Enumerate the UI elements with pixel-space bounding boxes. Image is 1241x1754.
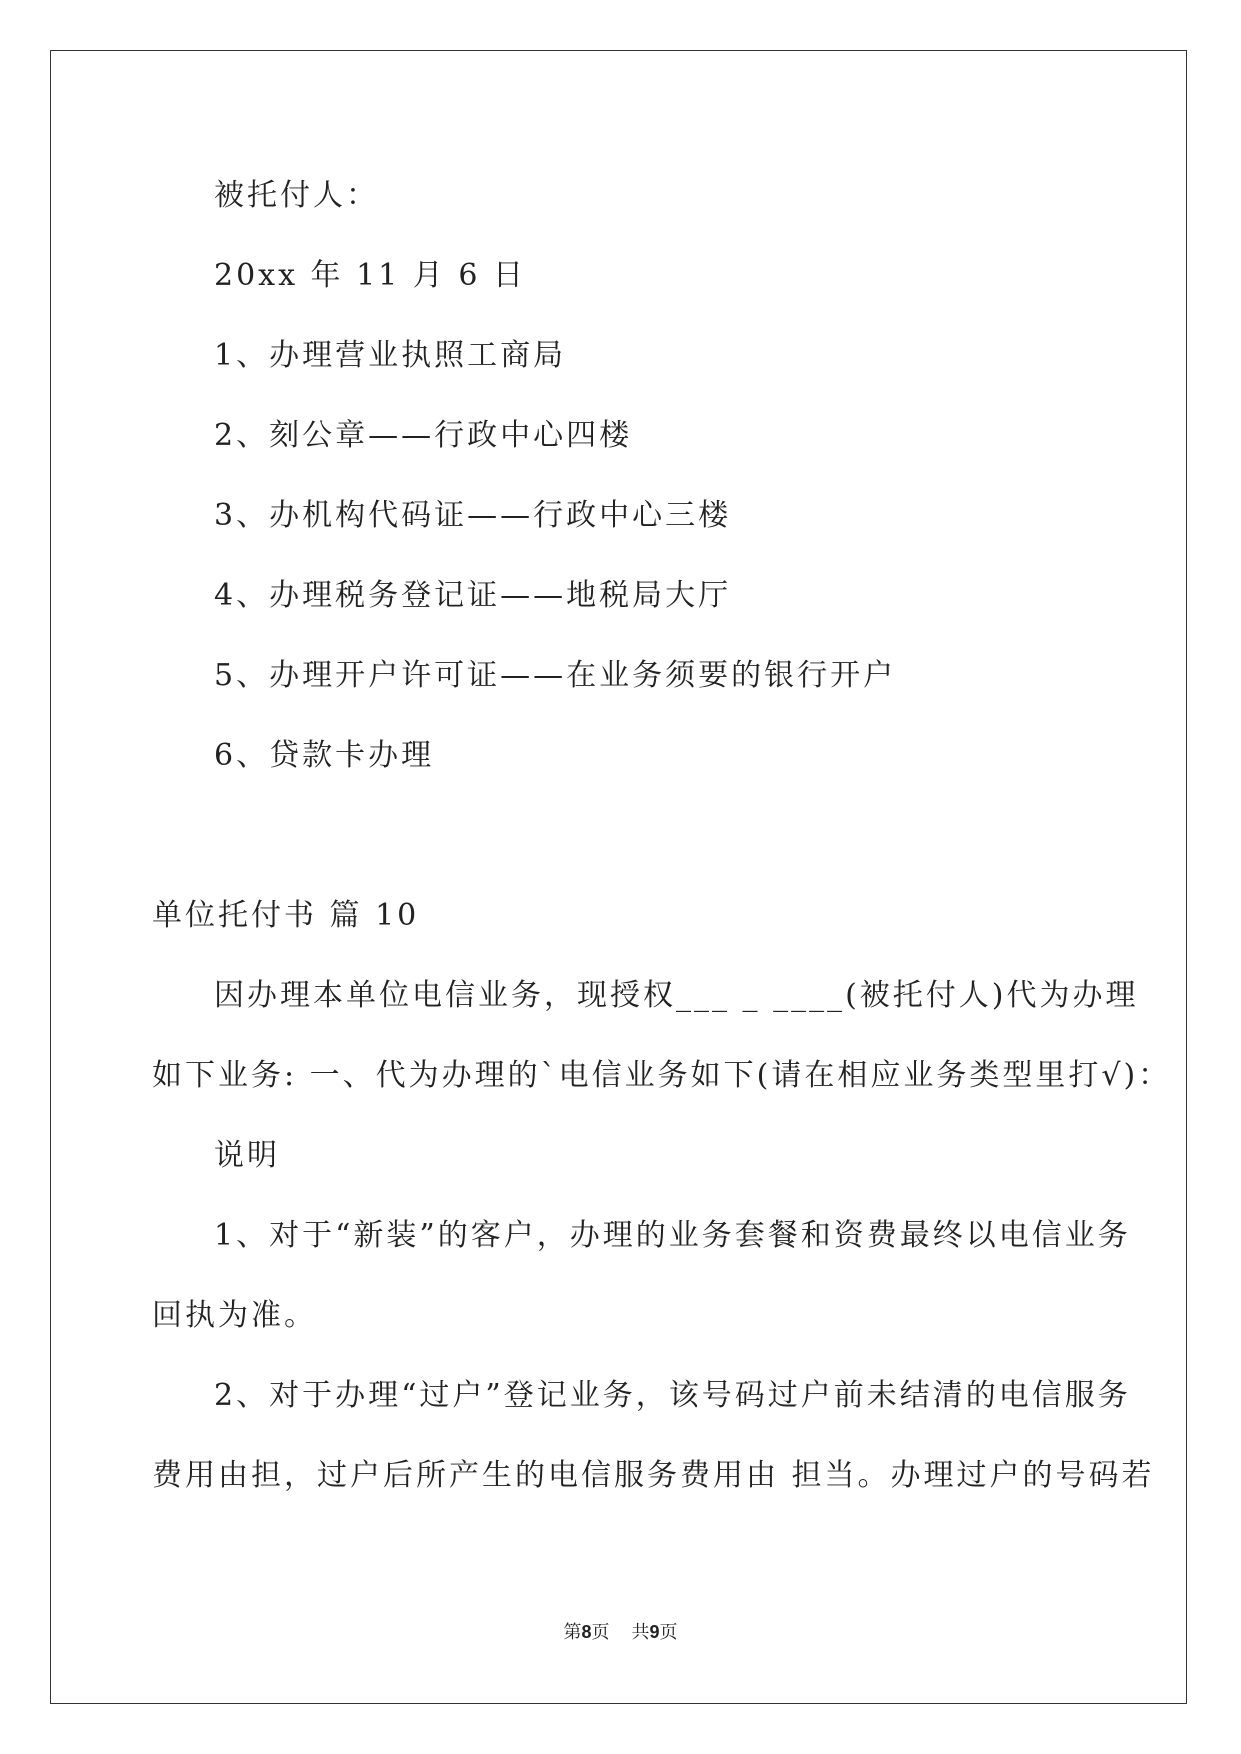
- total-suffix: 页: [659, 1622, 678, 1643]
- list-item: 2、刻公章——行政中心四楼: [214, 418, 633, 453]
- total-prefix: 共: [631, 1622, 650, 1643]
- paragraph-line: 回执为准。: [152, 1298, 317, 1333]
- list-item: 6、贷款卡办理: [214, 738, 435, 773]
- trustee-label: 被托付人：: [214, 178, 379, 213]
- paragraph-line: 1、对于“新装”的客户，办理的业务套餐和资费最终以电信业务: [214, 1218, 1131, 1253]
- list-item: 5、办理开户许可证——在业务须要的银行开户: [214, 658, 897, 693]
- page-suffix: 页: [591, 1622, 610, 1643]
- page-footer: [0, 1620, 1241, 1645]
- list-item: 4、办理税务登记证——地税局大厅: [214, 578, 732, 613]
- page-prefix: 第: [563, 1622, 582, 1643]
- paragraph-line: 2、对于办理“过户”登记业务，该号码过户前未结清的电信服务: [214, 1378, 1131, 1413]
- notes-heading: 说明: [214, 1138, 280, 1173]
- page-number: 8: [581, 1622, 592, 1642]
- list-item: 1、办理营业执照工商局: [214, 338, 567, 373]
- list-item: 3、办机构代码证——行政中心三楼: [214, 498, 732, 533]
- paragraph-line: 因办理本单位电信业务，现授权___ _ ____(被托付人)代为办理: [214, 978, 1139, 1013]
- paragraph-line: 如下业务: 一、代为办理的`电信业务如下(请在相应业务类型里打√)：: [152, 1058, 1172, 1093]
- date-line: 20xx 年 11 月 6 日: [214, 258, 526, 293]
- page-total: 9: [649, 1622, 660, 1642]
- section-heading: 单位托付书 篇 10: [152, 898, 420, 933]
- paragraph-line: 费用由担，过户后所产生的电信服务费用由 担当。办理过户的号码若: [152, 1458, 1155, 1493]
